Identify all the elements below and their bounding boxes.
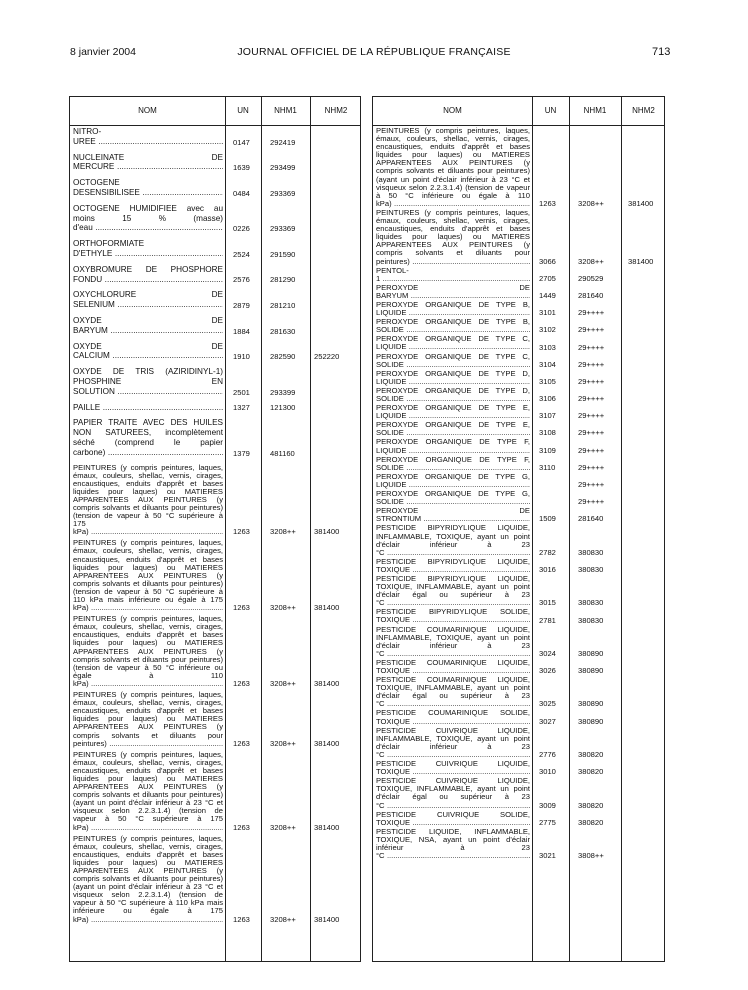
nhm1-code: 380890 xyxy=(578,716,604,726)
nhm2-code: 381400 xyxy=(628,198,654,208)
substance-name: PESTICIDE BIPYRIDYLIQUE SOLIDE, TOXIQUE ..... xyxy=(373,608,530,624)
table-row xyxy=(373,335,664,351)
table-row xyxy=(373,490,664,506)
nhm1-code: 293369 xyxy=(270,224,296,234)
substance-name: NITRO-UREE ..... xyxy=(70,127,223,147)
nhm1-code: 281640 xyxy=(578,514,604,524)
substance-name: PESTICIDE CUIVRIQUE LIQUIDE, TOXIQUE ..... xyxy=(373,760,530,776)
header-date: 8 janvier 2004 xyxy=(70,46,136,58)
col-nom: NOM xyxy=(443,106,462,115)
un-number: 1263 xyxy=(233,527,250,537)
table-row xyxy=(70,367,360,396)
left-table-body xyxy=(70,127,360,927)
substance-name: PEINTURES (y compris peintures, laques, émaux, couleurs, shellac, vernis, cirages, encaustiques, enduits d'apprêt et bases liquides pour laques) ou MATIERES APPARENTEES AUX PEINTURES (y compris solvants et diluants pour peintures) ..... xyxy=(373,209,530,266)
nhm1-code: 29++++ xyxy=(578,411,605,421)
un-number: 2576 xyxy=(233,275,250,285)
table-row xyxy=(373,709,664,725)
nhm2-code: 381400 xyxy=(314,822,340,832)
nhm1-code: 281210 xyxy=(270,300,296,310)
substance-name: PEROXYDE ORGANIQUE DE TYPE B, SOLIDE ..... xyxy=(373,318,530,334)
nhm1-code: 380820 xyxy=(578,817,604,827)
nhm1-code: 292419 xyxy=(270,137,296,147)
table-row xyxy=(70,751,360,832)
table-row xyxy=(70,342,360,362)
nhm1-code: 380820 xyxy=(578,767,604,777)
nhm2-code: 381400 xyxy=(314,603,340,613)
un-number: 3104 xyxy=(539,359,556,369)
substance-name: PEROXYDE ORGANIQUE DE TYPE G, SOLIDE ..... xyxy=(373,490,530,506)
substance-name: PENTOL-1 ..... xyxy=(373,267,530,283)
substance-name: PESTICIDE BIPYRIDYLIQUE LIQUIDE, TOXIQUE, INFLAMMABLE, ayant un point d'éclair égal ou supérieur à 23 °C ..... xyxy=(373,575,530,607)
nhm1-code: 380830 xyxy=(578,564,604,574)
table-row xyxy=(70,239,360,259)
un-number: 1263 xyxy=(233,738,250,748)
nhm1-code: 293399 xyxy=(270,387,296,397)
table-row xyxy=(373,659,664,675)
nhm2-code: 381400 xyxy=(314,914,340,924)
nhm1-code: 3208++ xyxy=(270,914,296,924)
nhm2-code: 381400 xyxy=(314,738,340,748)
substance-name: OXYDE DE TRIS (AZIRIDINYL-1) PHOSPHINE EN SOLUTION ..... xyxy=(70,367,223,396)
table-row xyxy=(70,691,360,748)
table-row xyxy=(373,558,664,574)
un-number: 3010 xyxy=(539,767,556,777)
substance-name: PEROXYDE ORGANIQUE DE TYPE F, SOLIDE ..... xyxy=(373,456,530,472)
un-number: 1449 xyxy=(539,290,556,300)
substance-name: PESTICIDE BIPYRIDYLIQUE LIQUIDE, INFLAMMABLE, TOXIQUE, ayant un point d'éclair inférieur à 23 °C ..... xyxy=(373,524,530,556)
nhm1-code: 290529 xyxy=(578,273,604,283)
table-row xyxy=(70,403,360,413)
table-row xyxy=(373,301,664,317)
nhm1-code: 29++++ xyxy=(578,497,605,507)
un-number: 1263 xyxy=(539,198,556,208)
table-row xyxy=(373,828,664,860)
page-header xyxy=(0,46,748,60)
table-row xyxy=(373,676,664,708)
substance-name: PEROXYDE ORGANIQUE DE TYPE D, LIQUIDE ..... xyxy=(373,370,530,386)
nhm1-code: 380830 xyxy=(578,615,604,625)
substance-name: PEROXYDE ORGANIQUE DE TYPE B, LIQUIDE ..... xyxy=(373,301,530,317)
left-table-header xyxy=(70,97,360,126)
substance-name: PEINTURES (y compris peintures, laques, émaux, couleurs, shellac, vernis, cirages, encaustiques, enduits d'apprêt et bases liquides pour laques) ou MATIERES APPARENTEES AUX PEINTURES (y compris solvants et diluants pour peintures) (ayant un point d'éclair inférieur à 23 °C et visqueux selon 2.2.3.1.4) (tension de vapeur à 50 °C supérieure à 110 kPa mais inférieure ou égale à 175 kPa) ..... xyxy=(70,835,223,924)
nhm1-code: 380820 xyxy=(578,750,604,760)
substance-name: PEROXYDE ORGANIQUE DE TYPE D, SOLIDE ..... xyxy=(373,387,530,403)
nhm1-code: 281640 xyxy=(578,290,604,300)
nhm1-code: 293499 xyxy=(270,163,296,173)
right-table-header xyxy=(373,97,664,126)
nhm1-code: 281290 xyxy=(270,275,296,285)
right-table-body xyxy=(373,127,664,861)
nhm2-code: 381400 xyxy=(628,256,654,266)
table-row xyxy=(373,370,664,386)
table-row xyxy=(373,387,664,403)
table-row xyxy=(373,421,664,437)
table-row xyxy=(373,575,664,607)
table-row xyxy=(70,153,360,173)
un-number: 1379 xyxy=(233,448,250,458)
un-number: 3016 xyxy=(539,564,556,574)
table-row xyxy=(373,608,664,624)
table-row xyxy=(373,284,664,300)
substance-name: OXYDE DE BARYUM ..... xyxy=(70,316,223,336)
nhm1-code: 29++++ xyxy=(578,428,605,438)
nhm1-code: 380890 xyxy=(578,699,604,709)
table-row xyxy=(373,811,664,827)
table-row xyxy=(373,626,664,658)
un-number: 1639 xyxy=(233,163,250,173)
un-number: 0147 xyxy=(233,137,250,147)
substance-name: OXYDE DE CALCIUM ..... xyxy=(70,342,223,362)
nhm1-code: 291590 xyxy=(270,249,296,259)
substance-name: PEROXYDE ORGANIQUE DE TYPE C, SOLIDE ..... xyxy=(373,353,530,369)
un-number: 3026 xyxy=(539,666,556,676)
nhm1-code: 29++++ xyxy=(578,342,605,352)
substance-name: PEINTURES (y compris peintures, laques, émaux, couleurs, shellac, vernis, cirages, encaustiques, enduits d'apprêt et bases liquides pour laques) ou MATIERES APPARENTEES AUX PEINTURES (y compris solvants et diluants pour peintures) (ayant un point d'éclair inférieur à 23 °C et visqueux selon 2.2.3.1.4) (tension de vapeur à 50 °C inférieure ou égale à 110 kPa) ..... xyxy=(373,127,530,208)
table-row xyxy=(373,524,664,556)
substance-name: PEINTURES (y compris peintures, laques, émaux, couleurs, shellac, vernis, cirages, encaustiques, enduits d'apprêt et bases liquides pour laques) ou MATIERES APPARENTEES AUX PEINTURES (y compris solvants et diluants pour peintures) (tension de vapeur à 50 °C supérieure à 110 kPa mais inférieure ou égale à 175 kPa) ..... xyxy=(70,539,223,612)
left-table xyxy=(69,96,361,962)
nhm1-code: 29++++ xyxy=(578,480,605,490)
substance-name: PESTICIDE BIPYRIDYLIQUE LIQUIDE, TOXIQUE ..... xyxy=(373,558,530,574)
substance-name: NUCLEINATE DE MERCURE ..... xyxy=(70,153,223,173)
table-row xyxy=(70,178,360,198)
substance-name: PESTICIDE CUIVRIQUE LIQUIDE, INFLAMMABLE, TOXIQUE, ayant un point d'éclair inférieur à 23 °C ..... xyxy=(373,727,530,759)
table-row xyxy=(373,777,664,809)
substance-name: PEROXYDE ORGANIQUE DE TYPE C, LIQUIDE ..... xyxy=(373,335,530,351)
un-number: 3108 xyxy=(539,428,556,438)
table-row xyxy=(70,204,360,233)
nhm1-code: 281630 xyxy=(270,326,296,336)
substance-name: PEINTURES (y compris peintures, laques, émaux, couleurs, shellac, vernis, cirages, encaustiques, enduits d'apprêt et bases liquides pour laques) ou MATIERES APPARENTEES AUX PEINTURES (y compris solvants et diluants pour peintures) (tension de vapeur à 50 °C inférieure ou égale à 110 kPa) ..... xyxy=(70,615,223,688)
nhm1-code: 380890 xyxy=(578,666,604,676)
substance-name: PESTICIDE COUMARINIQUE LIQUIDE, INFLAMMABLE, TOXIQUE, ayant un point d'éclair inférieur à 23 °C ..... xyxy=(373,626,530,658)
un-number: 2501 xyxy=(233,387,250,397)
un-number: 3110 xyxy=(539,462,556,472)
un-number: 3103 xyxy=(539,342,556,352)
nhm1-code: 380830 xyxy=(578,547,604,557)
un-number: 3101 xyxy=(539,308,556,318)
right-table xyxy=(372,96,665,962)
un-number: 1263 xyxy=(233,679,250,689)
table-row xyxy=(373,318,664,334)
table-row xyxy=(373,267,664,283)
table-row xyxy=(70,265,360,285)
nhm1-code: 29++++ xyxy=(578,308,605,318)
table-row xyxy=(70,615,360,688)
substance-name: PEROXYDE ORGANIQUE DE TYPE E, LIQUIDE ..... xyxy=(373,404,530,420)
nhm1-code: 3208++ xyxy=(270,527,296,537)
page-number: 713 xyxy=(652,46,671,58)
un-number: 3009 xyxy=(539,800,556,810)
nhm1-code: 3208++ xyxy=(578,198,604,208)
substance-name: PEROXYDE ORGANIQUE DE TYPE G, LIQUIDE ..... xyxy=(373,473,530,489)
table-row xyxy=(70,835,360,924)
un-number: 3024 xyxy=(539,648,556,658)
un-number: 3066 xyxy=(539,256,556,266)
nhm1-code: 3208++ xyxy=(270,679,296,689)
nhm1-code: 29++++ xyxy=(578,445,605,455)
table-row xyxy=(373,473,664,489)
substance-name: PEROXYDE ORGANIQUE DE TYPE E, SOLIDE ..... xyxy=(373,421,530,437)
table-row xyxy=(373,727,664,759)
substance-name: PEROXYDE DE BARYUM ..... xyxy=(373,284,530,300)
nhm1-code: 293369 xyxy=(270,188,296,198)
un-number: 3106 xyxy=(539,394,556,404)
table-row xyxy=(373,353,664,369)
col-nhm2: NHM2 xyxy=(324,106,348,115)
substance-name: PESTICIDE CUIVRIQUE LIQUIDE, TOXIQUE, INFLAMMABLE, ayant un point d'éclair égal ou supérieur à 23 °C ..... xyxy=(373,777,530,809)
un-number: 3107 xyxy=(539,411,556,421)
substance-name: PESTICIDE COUMARINIQUE SOLIDE, TOXIQUE ..... xyxy=(373,709,530,725)
un-number: 3109 xyxy=(539,445,556,455)
un-number: 1327 xyxy=(233,403,250,413)
un-number: 1263 xyxy=(233,914,250,924)
un-number: 2775 xyxy=(539,817,556,827)
nhm1-code: 380890 xyxy=(578,648,604,658)
nhm1-code: 29++++ xyxy=(578,359,605,369)
col-nhm1: NHM1 xyxy=(583,106,607,115)
table-row xyxy=(70,464,360,537)
un-number: 2776 xyxy=(539,750,556,760)
table-row xyxy=(373,404,664,420)
nhm2-code: 381400 xyxy=(314,527,340,537)
nhm1-code: 29++++ xyxy=(578,376,605,386)
col-un: UN xyxy=(237,106,249,115)
nhm1-code: 3208++ xyxy=(270,822,296,832)
nhm1-code: 3808++ xyxy=(578,851,604,861)
substance-name: PESTICIDE LIQUIDE, INFLAMMABLE, TOXIQUE, NSA, ayant un point d'éclair inférieur à 23 °C ..... xyxy=(373,828,530,860)
nhm2-code: 381400 xyxy=(314,679,340,689)
substance-name: OXYCHLORURE DE SELENIUM ..... xyxy=(70,290,223,310)
un-number: 3102 xyxy=(539,325,556,335)
un-number: 2781 xyxy=(539,615,556,625)
journal-title: JOURNAL OFFICIEL DE LA RÉPUBLIQUE FRANÇAISE xyxy=(237,46,511,58)
substance-name: PEROXYDE ORGANIQUE DE TYPE F, LIQUIDE ..... xyxy=(373,438,530,454)
un-number: 1910 xyxy=(233,352,250,362)
table-row xyxy=(70,539,360,612)
nhm1-code: 29++++ xyxy=(578,462,605,472)
substance-name: OCTOGENE DESENSIBILISEE ..... xyxy=(70,178,223,198)
col-nhm2: NHM2 xyxy=(632,106,655,115)
table-row xyxy=(70,290,360,310)
table-row xyxy=(373,456,664,472)
col-un: UN xyxy=(544,106,557,115)
substance-name: PEROXYDE DE STRONTIUM ..... xyxy=(373,507,530,523)
col-nom: NOM xyxy=(138,106,157,115)
table-row xyxy=(373,760,664,776)
un-number: 3015 xyxy=(539,598,556,608)
table-row xyxy=(70,127,360,147)
substance-name: PEINTURES (y compris peintures, laques, émaux, couleurs, shellac, vernis, cirages, encaustiques, enduits d'apprêt et bases liquides pour laques) ou MATIERES APPARENTEES AUX PEINTURES (y compris solvants et diluants pour peintures) (ayant un point d'éclair inférieur à 23 °C et visqueux selon 2.2.3.1.4) (tension de vapeur à 50 °C supérieure à 175 kPa) ..... xyxy=(70,751,223,832)
table-row xyxy=(373,507,664,523)
table-row xyxy=(70,316,360,336)
un-number: 1509 xyxy=(539,514,556,524)
un-number: 2879 xyxy=(233,300,250,310)
substance-name: OCTOGENE HUMIDIFIEE avec au moins 15 % (masse) d'eau ..... xyxy=(70,204,223,233)
table-row xyxy=(70,418,360,457)
nhm1-code: 121300 xyxy=(270,403,296,413)
nhm1-code: 3208++ xyxy=(270,603,296,613)
table-row xyxy=(373,438,664,454)
nhm1-code: 29++++ xyxy=(578,325,605,335)
substance-name: PAPIER TRAITE AVEC DES HUILES NON SATUREES, incomplètement séché (comprend le papier carbone) ..... xyxy=(70,418,223,457)
nhm1-code: 29++++ xyxy=(578,394,605,404)
substance-name: PESTICIDE CUIVRIQUE SOLIDE, TOXIQUE ..... xyxy=(373,811,530,827)
substance-name: PAILLE ..... xyxy=(70,403,223,413)
nhm1-code: 282590 xyxy=(270,352,296,362)
un-number: 1884 xyxy=(233,326,250,336)
substance-name: PESTICIDE COUMARINIQUE LIQUIDE, TOXIQUE ..... xyxy=(373,659,530,675)
nhm1-code: 380830 xyxy=(578,598,604,608)
substance-name: PEINTURES (y compris peintures, laques, émaux, couleurs, shellac, vernis, cirages, encaustiques, enduits d'apprêt et bases liquides pour laques) ou MATIERES APPARENTEES AUX PEINTURES (y compris solvants et diluants pour peintures) ..... xyxy=(70,691,223,748)
un-number: 2705 xyxy=(539,273,556,283)
table-row xyxy=(373,127,664,208)
substance-name: PEINTURES (y compris peintures, laques, émaux, couleurs, shellac, vernis, cirages, encaustiques, enduits d'apprêt et bases liquides pour laques) ou MATIERES APPARENTEES AUX PEINTURES (y compris solvants et diluants pour peintures) (tension de vapeur à 50 °C supérieure à 175 kPa) ..... xyxy=(70,464,223,537)
un-number: 3025 xyxy=(539,699,556,709)
col-nhm1: NHM1 xyxy=(274,106,297,115)
un-number: 0226 xyxy=(233,224,250,234)
nhm1-code: 481160 xyxy=(270,448,295,458)
un-number: 0484 xyxy=(233,188,250,198)
nhm1-code: 380820 xyxy=(578,800,604,810)
substance-name: OXYBROMURE DE PHOSPHORE FONDU ..... xyxy=(70,265,223,285)
un-number: 1263 xyxy=(233,603,250,613)
substance-name: ORTHOFORMIATE D'ETHYLE ..... xyxy=(70,239,223,259)
substance-name: PESTICIDE COUMARINIQUE LIQUIDE, TOXIQUE, INFLAMMABLE, ayant un point d'éclair égal ou supérieur à 23 °C ..... xyxy=(373,676,530,708)
nhm1-code: 3208++ xyxy=(270,738,296,748)
un-number: 3027 xyxy=(539,716,556,726)
un-number: 2782 xyxy=(539,547,556,557)
un-number: 3021 xyxy=(539,851,556,861)
un-number: 2524 xyxy=(233,249,250,259)
nhm2-code: 252220 xyxy=(314,352,340,362)
un-number: 3105 xyxy=(539,376,556,386)
nhm1-code: 3208++ xyxy=(578,256,604,266)
table-row xyxy=(373,209,664,266)
un-number: 1263 xyxy=(233,822,250,832)
